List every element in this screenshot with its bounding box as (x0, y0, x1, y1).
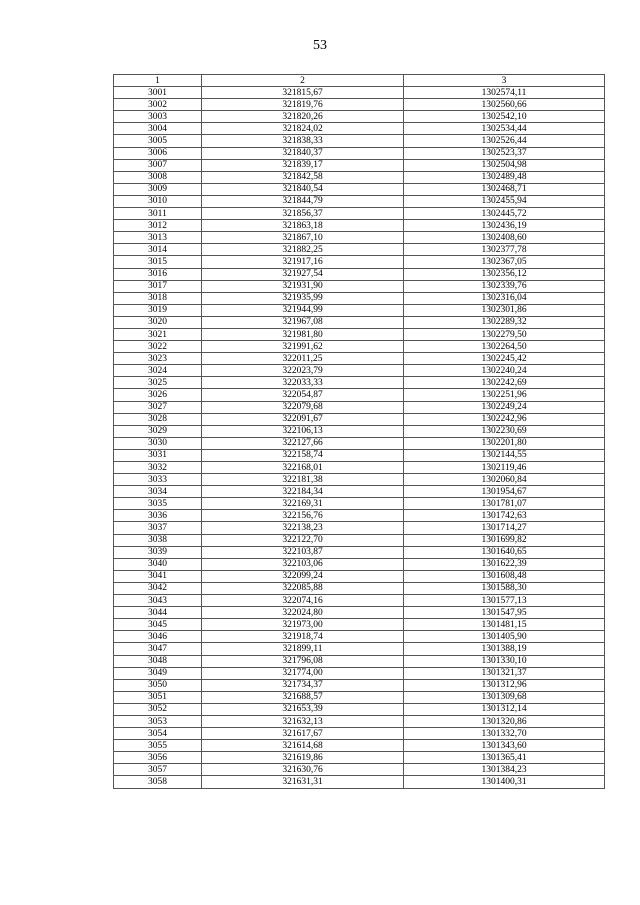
table-row (114, 99, 605, 111)
cell-y-coordinate: 1301588,30 (404, 582, 605, 594)
table-row (114, 449, 605, 461)
cell-y-coordinate: 1302377,78 (404, 244, 605, 256)
cell-x-coordinate: 322085,88 (202, 582, 404, 594)
table-row (114, 147, 605, 159)
cell-point-number: 3047 (114, 643, 202, 655)
table-row (114, 691, 605, 703)
cell-x-coordinate: 321820,26 (202, 111, 404, 123)
cell-y-coordinate: 1302301,86 (404, 304, 605, 316)
cell-point-number: 3054 (114, 728, 202, 740)
cell-x-coordinate: 321899,11 (202, 643, 404, 655)
cell-y-coordinate: 1301481,15 (404, 619, 605, 631)
cell-x-coordinate: 321619,86 (202, 752, 404, 764)
cell-x-coordinate: 321774,00 (202, 667, 404, 679)
cell-y-coordinate: 1301742,63 (404, 510, 605, 522)
table-row (114, 607, 605, 619)
cell-y-coordinate: 1301714,27 (404, 522, 605, 534)
cell-point-number: 3015 (114, 256, 202, 268)
cell-y-coordinate: 1301330,10 (404, 655, 605, 667)
cell-point-number: 3008 (114, 171, 202, 183)
table-row (114, 256, 605, 268)
cell-y-coordinate: 1302251,96 (404, 389, 605, 401)
cell-point-number: 3052 (114, 703, 202, 715)
cell-x-coordinate: 321839,17 (202, 159, 404, 171)
cell-point-number: 3049 (114, 667, 202, 679)
cell-point-number: 3017 (114, 280, 202, 292)
cell-point-number: 3035 (114, 498, 202, 510)
cell-point-number: 3016 (114, 268, 202, 280)
cell-point-number: 3033 (114, 474, 202, 486)
table-row (114, 437, 605, 449)
cell-y-coordinate: 1302534,44 (404, 123, 605, 135)
table-row (114, 752, 605, 764)
table-row (114, 244, 605, 256)
cell-y-coordinate: 1301312,14 (404, 703, 605, 715)
cell-point-number: 3056 (114, 752, 202, 764)
table-row (114, 328, 605, 340)
cell-point-number: 3023 (114, 353, 202, 365)
cell-point-number: 3020 (114, 316, 202, 328)
table-row (114, 667, 605, 679)
table-row (114, 582, 605, 594)
cell-y-coordinate: 1302560,66 (404, 99, 605, 111)
table-row (114, 171, 605, 183)
cell-x-coordinate: 321856,37 (202, 208, 404, 220)
cell-x-coordinate: 321967,08 (202, 316, 404, 328)
table-row (114, 595, 605, 607)
table-row (114, 764, 605, 776)
cell-x-coordinate: 321815,67 (202, 87, 404, 99)
cell-y-coordinate: 1302526,44 (404, 135, 605, 147)
cell-x-coordinate: 322106,13 (202, 425, 404, 437)
cell-x-coordinate: 321844,79 (202, 195, 404, 207)
cell-point-number: 3022 (114, 341, 202, 353)
table-row (114, 715, 605, 727)
cell-y-coordinate: 1302455,94 (404, 195, 605, 207)
cell-x-coordinate: 321917,16 (202, 256, 404, 268)
cell-x-coordinate: 322033,33 (202, 377, 404, 389)
table-row (114, 643, 605, 655)
cell-x-coordinate: 322168,01 (202, 462, 404, 474)
cell-point-number: 3002 (114, 99, 202, 111)
cell-point-number: 3019 (114, 304, 202, 316)
cell-y-coordinate: 1302523,37 (404, 147, 605, 159)
cell-point-number: 3004 (114, 123, 202, 135)
cell-y-coordinate: 1301400,31 (404, 776, 605, 788)
cell-x-coordinate: 321688,57 (202, 691, 404, 703)
cell-y-coordinate: 1302249,24 (404, 401, 605, 413)
cell-y-coordinate: 1301608,48 (404, 570, 605, 582)
cell-y-coordinate: 1302144,55 (404, 449, 605, 461)
cell-x-coordinate: 321918,74 (202, 631, 404, 643)
table-row (114, 425, 605, 437)
page-number: 53 (313, 38, 327, 53)
cell-point-number: 3018 (114, 292, 202, 304)
cell-y-coordinate: 1302408,60 (404, 232, 605, 244)
cell-x-coordinate: 321944,99 (202, 304, 404, 316)
table-header-row (114, 75, 605, 87)
cell-y-coordinate: 1301388,19 (404, 643, 605, 655)
table-row (114, 377, 605, 389)
table-row (114, 631, 605, 643)
cell-x-coordinate: 322079,68 (202, 401, 404, 413)
table-row (114, 195, 605, 207)
cell-y-coordinate: 1302119,46 (404, 462, 605, 474)
cell-y-coordinate: 1302201,80 (404, 437, 605, 449)
cell-point-number: 3001 (114, 87, 202, 99)
cell-point-number: 3024 (114, 365, 202, 377)
cell-y-coordinate: 1302240,24 (404, 365, 605, 377)
cell-y-coordinate: 1301622,39 (404, 558, 605, 570)
table-row (114, 570, 605, 582)
cell-point-number: 3031 (114, 449, 202, 461)
cell-y-coordinate: 1302574,11 (404, 87, 605, 99)
table-row (114, 183, 605, 195)
cell-x-coordinate: 322184,34 (202, 486, 404, 498)
cell-x-coordinate: 321614,68 (202, 740, 404, 752)
cell-y-coordinate: 1301332,70 (404, 728, 605, 740)
table-row (114, 776, 605, 788)
table-row (114, 462, 605, 474)
table-row (114, 679, 605, 691)
cell-y-coordinate: 1301640,65 (404, 546, 605, 558)
cell-y-coordinate: 1302356,12 (404, 268, 605, 280)
cell-x-coordinate: 321734,37 (202, 679, 404, 691)
table-row (114, 316, 605, 328)
cell-y-coordinate: 1302489,48 (404, 171, 605, 183)
cell-x-coordinate: 322158,74 (202, 449, 404, 461)
cell-y-coordinate: 1301699,82 (404, 534, 605, 546)
cell-y-coordinate: 1302242,69 (404, 377, 605, 389)
cell-x-coordinate: 321991,62 (202, 341, 404, 353)
table-row (114, 389, 605, 401)
cell-y-coordinate: 1302504,98 (404, 159, 605, 171)
cell-point-number: 3014 (114, 244, 202, 256)
cell-y-coordinate: 1302264,50 (404, 341, 605, 353)
cell-y-coordinate: 1302242,96 (404, 413, 605, 425)
cell-y-coordinate: 1301343,60 (404, 740, 605, 752)
cell-point-number: 3003 (114, 111, 202, 123)
cell-y-coordinate: 1301405,90 (404, 631, 605, 643)
cell-x-coordinate: 321653,39 (202, 703, 404, 715)
cell-point-number: 3011 (114, 208, 202, 220)
table-row (114, 87, 605, 99)
table-row (114, 280, 605, 292)
cell-x-coordinate: 322099,24 (202, 570, 404, 582)
cell-point-number: 3029 (114, 425, 202, 437)
cell-point-number: 3028 (114, 413, 202, 425)
column-header-x: 2 (202, 75, 404, 87)
table-row (114, 111, 605, 123)
coordinates-table (113, 74, 605, 789)
table-row (114, 510, 605, 522)
table-row (114, 740, 605, 752)
cell-y-coordinate: 1301954,67 (404, 486, 605, 498)
cell-y-coordinate: 1302468,71 (404, 183, 605, 195)
cell-x-coordinate: 321632,13 (202, 715, 404, 727)
table-row (114, 123, 605, 135)
cell-x-coordinate: 322074,16 (202, 595, 404, 607)
cell-y-coordinate: 1302289,32 (404, 316, 605, 328)
cell-point-number: 3005 (114, 135, 202, 147)
cell-x-coordinate: 321840,37 (202, 147, 404, 159)
cell-point-number: 3042 (114, 582, 202, 594)
cell-point-number: 3021 (114, 328, 202, 340)
table-row (114, 304, 605, 316)
table-row (114, 413, 605, 425)
cell-point-number: 3012 (114, 220, 202, 232)
table-row (114, 159, 605, 171)
cell-point-number: 3039 (114, 546, 202, 558)
table-row (114, 401, 605, 413)
cell-x-coordinate: 321631,31 (202, 776, 404, 788)
cell-y-coordinate: 1302316,04 (404, 292, 605, 304)
column-header-point: 1 (114, 75, 202, 87)
cell-x-coordinate: 322023,79 (202, 365, 404, 377)
cell-point-number: 3038 (114, 534, 202, 546)
cell-x-coordinate: 322156,76 (202, 510, 404, 522)
cell-y-coordinate: 1302230,69 (404, 425, 605, 437)
cell-y-coordinate: 1301309,68 (404, 691, 605, 703)
table-row (114, 703, 605, 715)
cell-y-coordinate: 1301365,41 (404, 752, 605, 764)
table-row (114, 534, 605, 546)
cell-y-coordinate: 1301321,37 (404, 667, 605, 679)
cell-point-number: 3043 (114, 595, 202, 607)
cell-x-coordinate: 321824,02 (202, 123, 404, 135)
cell-point-number: 3053 (114, 715, 202, 727)
cell-point-number: 3041 (114, 570, 202, 582)
cell-x-coordinate: 322169,31 (202, 498, 404, 510)
table-row (114, 558, 605, 570)
table-row (114, 619, 605, 631)
cell-y-coordinate: 1302367,05 (404, 256, 605, 268)
cell-x-coordinate: 322091,67 (202, 413, 404, 425)
cell-x-coordinate: 321842,58 (202, 171, 404, 183)
cell-x-coordinate: 321630,76 (202, 764, 404, 776)
cell-y-coordinate: 1301312,96 (404, 679, 605, 691)
table-body (114, 87, 605, 788)
cell-x-coordinate: 321617,67 (202, 728, 404, 740)
cell-x-coordinate: 321838,33 (202, 135, 404, 147)
cell-point-number: 3010 (114, 195, 202, 207)
cell-point-number: 3040 (114, 558, 202, 570)
table-row (114, 522, 605, 534)
cell-point-number: 3051 (114, 691, 202, 703)
cell-y-coordinate: 1301781,07 (404, 498, 605, 510)
cell-x-coordinate: 321796,08 (202, 655, 404, 667)
cell-x-coordinate: 321973,00 (202, 619, 404, 631)
table-row (114, 728, 605, 740)
cell-x-coordinate: 321867,10 (202, 232, 404, 244)
cell-point-number: 3027 (114, 401, 202, 413)
cell-point-number: 3025 (114, 377, 202, 389)
cell-point-number: 3030 (114, 437, 202, 449)
cell-y-coordinate: 1302245,42 (404, 353, 605, 365)
cell-y-coordinate: 1301547,95 (404, 607, 605, 619)
cell-x-coordinate: 322054,87 (202, 389, 404, 401)
cell-x-coordinate: 321981,80 (202, 328, 404, 340)
cell-point-number: 3046 (114, 631, 202, 643)
cell-x-coordinate: 321863,18 (202, 220, 404, 232)
cell-y-coordinate: 1302542,10 (404, 111, 605, 123)
cell-x-coordinate: 322024,80 (202, 607, 404, 619)
table-row (114, 220, 605, 232)
cell-point-number: 3036 (114, 510, 202, 522)
table-row (114, 365, 605, 377)
cell-point-number: 3045 (114, 619, 202, 631)
cell-x-coordinate: 322122,70 (202, 534, 404, 546)
table-row (114, 292, 605, 304)
cell-y-coordinate: 1302445,72 (404, 208, 605, 220)
cell-x-coordinate: 321882,25 (202, 244, 404, 256)
cell-point-number: 3009 (114, 183, 202, 195)
cell-y-coordinate: 1302339,76 (404, 280, 605, 292)
cell-point-number: 3013 (114, 232, 202, 244)
table-row (114, 546, 605, 558)
table-row (114, 232, 605, 244)
table-row (114, 341, 605, 353)
table-row (114, 268, 605, 280)
column-header-y: 3 (404, 75, 605, 87)
cell-point-number: 3050 (114, 679, 202, 691)
cell-point-number: 3055 (114, 740, 202, 752)
cell-point-number: 3032 (114, 462, 202, 474)
cell-point-number: 3058 (114, 776, 202, 788)
cell-point-number: 3048 (114, 655, 202, 667)
cell-y-coordinate: 1301384,23 (404, 764, 605, 776)
table-row (114, 474, 605, 486)
table-row (114, 486, 605, 498)
table-row (114, 135, 605, 147)
cell-x-coordinate: 322127,66 (202, 437, 404, 449)
cell-y-coordinate: 1301577,13 (404, 595, 605, 607)
cell-point-number: 3037 (114, 522, 202, 534)
cell-y-coordinate: 1302436,19 (404, 220, 605, 232)
cell-x-coordinate: 321927,54 (202, 268, 404, 280)
table-row (114, 353, 605, 365)
cell-point-number: 3034 (114, 486, 202, 498)
table-row (114, 208, 605, 220)
cell-y-coordinate: 1301320,86 (404, 715, 605, 727)
cell-point-number: 3057 (114, 764, 202, 776)
cell-x-coordinate: 321819,76 (202, 99, 404, 111)
cell-point-number: 3006 (114, 147, 202, 159)
cell-x-coordinate: 322011,25 (202, 353, 404, 365)
cell-y-coordinate: 1302060,84 (404, 474, 605, 486)
cell-x-coordinate: 322103,87 (202, 546, 404, 558)
table-row (114, 498, 605, 510)
cell-x-coordinate: 322103,06 (202, 558, 404, 570)
cell-x-coordinate: 322138,23 (202, 522, 404, 534)
cell-x-coordinate: 322181,38 (202, 474, 404, 486)
cell-x-coordinate: 321931,90 (202, 280, 404, 292)
cell-point-number: 3007 (114, 159, 202, 171)
cell-x-coordinate: 321840,54 (202, 183, 404, 195)
table-row (114, 655, 605, 667)
cell-x-coordinate: 321935,99 (202, 292, 404, 304)
cell-point-number: 3044 (114, 607, 202, 619)
cell-point-number: 3026 (114, 389, 202, 401)
cell-y-coordinate: 1302279,50 (404, 328, 605, 340)
